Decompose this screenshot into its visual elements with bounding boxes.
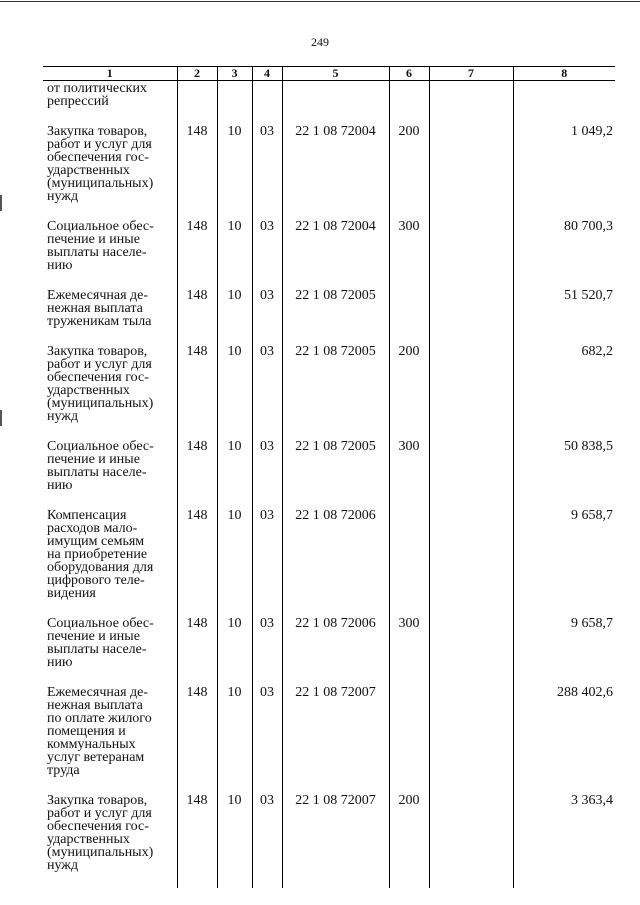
table-row — [43, 81, 615, 125]
row-subsection-code: 03 — [260, 439, 274, 454]
row-name: Ежемесячная де- нежная выплата труженикам тыла — [47, 288, 152, 329]
row-target-code: 22 1 08 72006 — [295, 616, 376, 631]
row-name: Компенсация расходов мало- имущим семьям на приобретение оборудования для цифрового теле- видения — [47, 508, 154, 601]
row-amount: 50 838,5 — [564, 439, 613, 454]
row-name: Закупка товаров, работ и услуг для обеспечения гос- ударственных (муниципальных) нужд — [47, 793, 154, 873]
row-name: от политических репрессий — [47, 81, 147, 109]
row-expense-type: 300 — [398, 616, 420, 631]
row-section-code: 10 — [227, 616, 242, 631]
top-rule — [0, 1, 640, 2]
row-subsection-code: 03 — [260, 124, 274, 139]
row-name: Ежемесячная де- нежная выплата по оплате жилого помещения и коммунальных услуг ветеранам труда — [47, 685, 152, 778]
row-section-code: 10 — [227, 344, 242, 359]
row-target-code: 22 1 08 72007 — [295, 685, 376, 700]
row-target-code: 22 1 08 72005 — [295, 439, 376, 454]
column-header: 5 — [282, 67, 389, 81]
row-expense-type: 300 — [398, 439, 420, 454]
table-row — [43, 288, 615, 344]
row-section-code: 10 — [227, 508, 242, 523]
row-ministry-code: 148 — [186, 793, 208, 808]
row-amount: 9 658,7 — [571, 508, 613, 523]
table-row — [43, 793, 615, 888]
row-target-code: 22 1 08 72004 — [295, 219, 376, 234]
row-name: Социальное обес- печение и иные выплаты населе- нию — [47, 439, 154, 493]
table-header-row — [43, 67, 615, 81]
column-header: 4 — [252, 67, 282, 81]
table-row — [43, 124, 615, 219]
row-section-code: 10 — [227, 793, 242, 808]
row-amount: 80 700,3 — [564, 219, 613, 234]
table-row — [43, 219, 615, 288]
row-ministry-code: 148 — [186, 219, 208, 234]
table-row — [43, 508, 615, 616]
row-section-code: 10 — [227, 219, 242, 234]
table-row — [43, 439, 615, 508]
scan-mark — [0, 410, 2, 426]
row-ministry-code: 148 — [186, 508, 208, 523]
column-header: 1 — [43, 67, 177, 81]
row-ministry-code: 148 — [186, 124, 208, 139]
scan-mark — [0, 195, 2, 211]
row-amount: 9 658,7 — [571, 616, 613, 631]
row-amount: 1 049,2 — [571, 124, 613, 139]
row-amount: 288 402,6 — [557, 685, 613, 700]
column-header: 8 — [513, 67, 615, 81]
row-subsection-code: 03 — [260, 793, 274, 808]
row-section-code: 10 — [227, 685, 242, 700]
row-target-code: 22 1 08 72005 — [295, 288, 376, 303]
row-target-code: 22 1 08 72007 — [295, 793, 376, 808]
row-ministry-code: 148 — [186, 616, 208, 631]
row-target-code: 22 1 08 72006 — [295, 508, 376, 523]
row-amount: 3 363,4 — [571, 793, 613, 808]
row-name: Закупка товаров, работ и услуг для обеспечения гос- ударственных (муниципальных) нужд — [47, 344, 154, 424]
row-name: Социальное обес- печение и иные выплаты населе- нию — [47, 219, 154, 273]
column-header: 2 — [177, 67, 217, 81]
row-expense-type: 200 — [398, 344, 420, 359]
row-target-code: 22 1 08 72004 — [295, 124, 376, 139]
row-amount: 682,2 — [581, 344, 613, 359]
row-subsection-code: 03 — [260, 685, 274, 700]
column-header: 7 — [429, 67, 513, 81]
row-ministry-code: 148 — [186, 439, 208, 454]
row-target-code: 22 1 08 72005 — [295, 344, 376, 359]
budget-table — [43, 66, 615, 888]
row-ministry-code: 148 — [186, 344, 208, 359]
table-row — [43, 616, 615, 685]
table-row — [43, 685, 615, 793]
column-header: 3 — [217, 67, 252, 81]
row-section-code: 10 — [227, 124, 242, 139]
row-subsection-code: 03 — [260, 288, 274, 303]
row-expense-type: 300 — [398, 219, 420, 234]
row-expense-type: 200 — [398, 124, 420, 139]
column-header: 6 — [389, 67, 429, 81]
row-ministry-code: 148 — [186, 685, 208, 700]
row-ministry-code: 148 — [186, 288, 208, 303]
row-section-code: 10 — [227, 439, 242, 454]
page-number: 249 — [311, 35, 329, 49]
row-section-code: 10 — [227, 288, 242, 303]
row-name: Социальное обес- печение и иные выплаты населе- нию — [47, 616, 154, 670]
row-subsection-code: 03 — [260, 344, 274, 359]
row-expense-type: 200 — [398, 793, 420, 808]
row-subsection-code: 03 — [260, 616, 274, 631]
row-name: Закупка товаров, работ и услуг для обеспечения гос- ударственных (муниципальных) нужд — [47, 124, 154, 204]
row-subsection-code: 03 — [260, 219, 274, 234]
table-row — [43, 344, 615, 439]
row-amount: 51 520,7 — [564, 288, 613, 303]
row-subsection-code: 03 — [260, 508, 274, 523]
